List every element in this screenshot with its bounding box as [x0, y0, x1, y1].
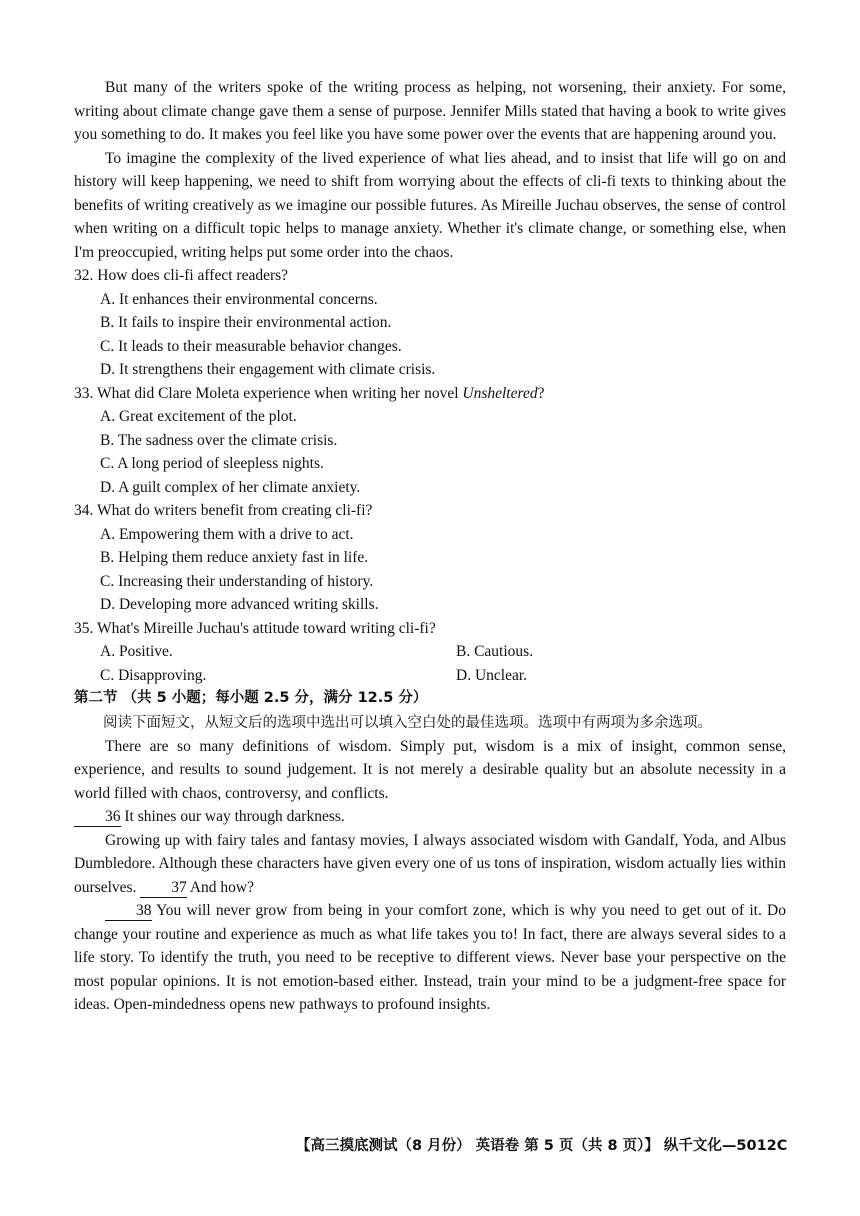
passage-paragraph: But many of the writers spoke of the writing process as helping, not worsening, their anxiety. For some, writing about climate change gave them a sense of purpose. Jennifer Mills stated that having a book to write gives you something to do. It makes you feel like you have some power over the events that are happening around you.: [74, 79, 786, 143]
option-a: A. Positive.: [100, 643, 173, 660]
blank-36: 36: [74, 808, 121, 827]
paragraph-text: Growing up with fairy tales and fantasy movies, I always associated wisdom with Gandalf, Yoda, and Albus Dumbledore. Although these characters have given every one of us tons of inspiration, wisdom actually lies within ourselves.: [74, 831, 786, 896]
option-b: B. Helping them reduce anxiety fast in life.: [100, 549, 369, 566]
option-b: B. The sadness over the climate crisis.: [100, 431, 338, 449]
question-33: [74, 382, 786, 500]
option-c: C. A long period of sleepless nights.: [100, 455, 324, 472]
question-mark: ?: [537, 384, 545, 402]
option-c: C. Disapproving.: [100, 666, 207, 684]
option-d: D. It strengthens their engagement with climate crisis.: [100, 361, 436, 378]
paragraph-text: There are so many definitions of wisdom. Simply put, wisdom is a mix of insight, common sense, experience, and results to sound judgement. It is not merely a desirable quality but an absolute necessity in a world filled with chaos, controversy, and conflicts.: [74, 737, 786, 802]
paragraph-text: You will never grow from being in your comfort zone, which is why you need to get out of it. Do change your routine and experience as much as what life takes you to! In fact, there are always several sides to a life story. To identify the truth, you need to be receptive to different views. Never base your perspective on the most popular opinions. It is not emotion-based either. Instead, train your mind to be a judgment-free space for ideas. Open-mindedness opens new pathways to profound insights.: [74, 902, 786, 1013]
paragraph-text: It shines our way through darkness.: [120, 808, 345, 825]
question-stem: [74, 382, 786, 406]
option-c: C. Increasing their understanding of history.: [100, 572, 374, 590]
question-34: [74, 499, 786, 617]
exam-page: [74, 76, 786, 1017]
options-row: [74, 640, 786, 664]
novel-title: Unsheltered: [462, 384, 538, 402]
section-heading: 第二节 （共 5 小题；每小题 2.5 分，满分 12.5 分）: [74, 690, 428, 706]
passage-paragraph: [74, 735, 786, 829]
option-d: D. A guilt complex of her climate anxiety.: [100, 478, 361, 496]
option-b: B. Cautious.: [456, 643, 534, 660]
option-a: A. Empowering them with a drive to act.: [100, 525, 354, 543]
paragraph-text: And how?: [186, 878, 254, 896]
blank-37: 37: [140, 879, 187, 898]
passage-paragraph: [74, 899, 786, 1017]
option-b: B. It fails to inspire their environmental action.: [100, 314, 392, 331]
option-c: C. It leads to their measurable behavior changes.: [100, 337, 402, 355]
question-stem: 32. How does cli-fi affect readers?: [74, 267, 289, 284]
option-a: A. It enhances their environmental concerns.: [100, 290, 378, 308]
option-a: A. Great excitement of the plot.: [100, 408, 297, 425]
question-32: [74, 264, 786, 382]
section-instruction: 阅读下面短文，从短文后的选项中选出可以填入空白处的最佳选项。选项中有两项为多余选项。: [103, 714, 712, 731]
question-stem: 35. What's Mireille Juchau's attitude toward writing cli-fi?: [74, 619, 436, 637]
blank-38: 38: [105, 902, 152, 921]
option-d: D. Unclear.: [456, 666, 528, 684]
question-35: [74, 617, 786, 688]
question-stem-text: 33. What did Clare Moleta experience when writing her novel: [74, 384, 463, 402]
options-row: [74, 664, 786, 688]
option-d: D. Developing more advanced writing skills.: [100, 596, 379, 613]
question-stem: 34. What do writers benefit from creating cli-fi?: [74, 502, 373, 519]
passage-paragraph: [74, 829, 786, 900]
page-footer: 【高三摸底测试（8 月份） 英语卷 第 5 页（共 8 页）】 纵千文化—5012C: [296, 1138, 788, 1154]
passage-paragraph: To imagine the complexity of the lived experience of what lies ahead, and to insist that life will go on and history will keep happening, we need to shift from worrying about the effects of cli-fi texts to thinking about the benefits of writing creatively as we imagine our possible futures. As Mireille Juchau observes, the sense of control when writing on a difficult topic helps to manage anxiety. Whether it's climate change, or something else, when I'm preoccupied, writing helps put some order into the chaos.: [74, 149, 786, 261]
